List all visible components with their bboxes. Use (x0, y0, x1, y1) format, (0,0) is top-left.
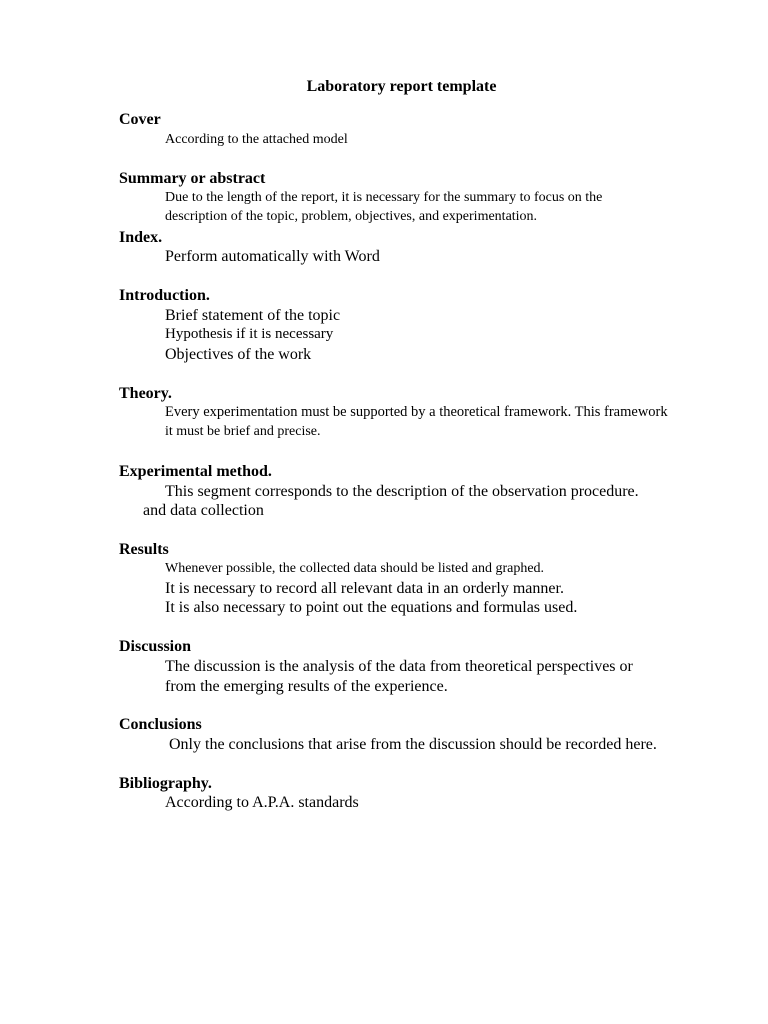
section-heading-theory: Theory. (119, 385, 172, 402)
introduction-text-line: Hypothesis if it is necessary (165, 326, 334, 342)
discussion-text-line: from the emerging results of the experience. (165, 678, 448, 695)
section-heading-experimental-method: Experimental method. (119, 463, 272, 480)
bibliography-text-line: According to A.P.A. standards (165, 794, 359, 811)
theory-text-line: Every experimentation must be supported by a theoretical framework. This framework (165, 404, 668, 420)
results-text-line: It is also necessary to point out the equations and formulas used. (165, 599, 578, 616)
discussion-text-line: The discussion is the analysis of the data from theoretical perspectives or (165, 658, 633, 675)
section-heading-cover: Cover (119, 111, 161, 128)
summary-text-line: description of the topic, problem, objectives, and experimentation. (165, 209, 538, 224)
section-heading-bibliography: Bibliography. (119, 775, 212, 792)
summary-text-line: Due to the length of the report, it is necessary for the summary to focus on the (165, 190, 603, 205)
index-text-line: Perform automatically with Word (165, 248, 380, 265)
results-text-line: It is necessary to record all relevant data in an orderly manner. (165, 580, 564, 597)
experimental-method-text-line: and data collection (143, 502, 264, 519)
document-title: Laboratory report template (306, 78, 497, 95)
section-heading-introduction: Introduction. (119, 287, 210, 304)
results-text-line: Whenever possible, the collected data should be listed and graphed. (165, 561, 545, 576)
introduction-text-line: Objectives of the work (165, 346, 312, 363)
section-heading-summary: Summary or abstract (119, 170, 266, 187)
section-heading-index: Index. (119, 229, 163, 246)
theory-text-line: it must be brief and precise. (165, 424, 321, 439)
section-heading-discussion: Discussion (119, 638, 192, 655)
conclusions-text-line: Only the conclusions that arise from the discussion should be recorded here. (169, 736, 657, 753)
section-heading-results: Results (119, 541, 169, 558)
cover-text-line: According to the attached model (165, 132, 348, 147)
experimental-method-text-line: This segment corresponds to the description of the observation procedure. (165, 483, 639, 500)
introduction-text-line: Brief statement of the topic (165, 307, 341, 324)
section-heading-conclusions: Conclusions (119, 716, 202, 733)
